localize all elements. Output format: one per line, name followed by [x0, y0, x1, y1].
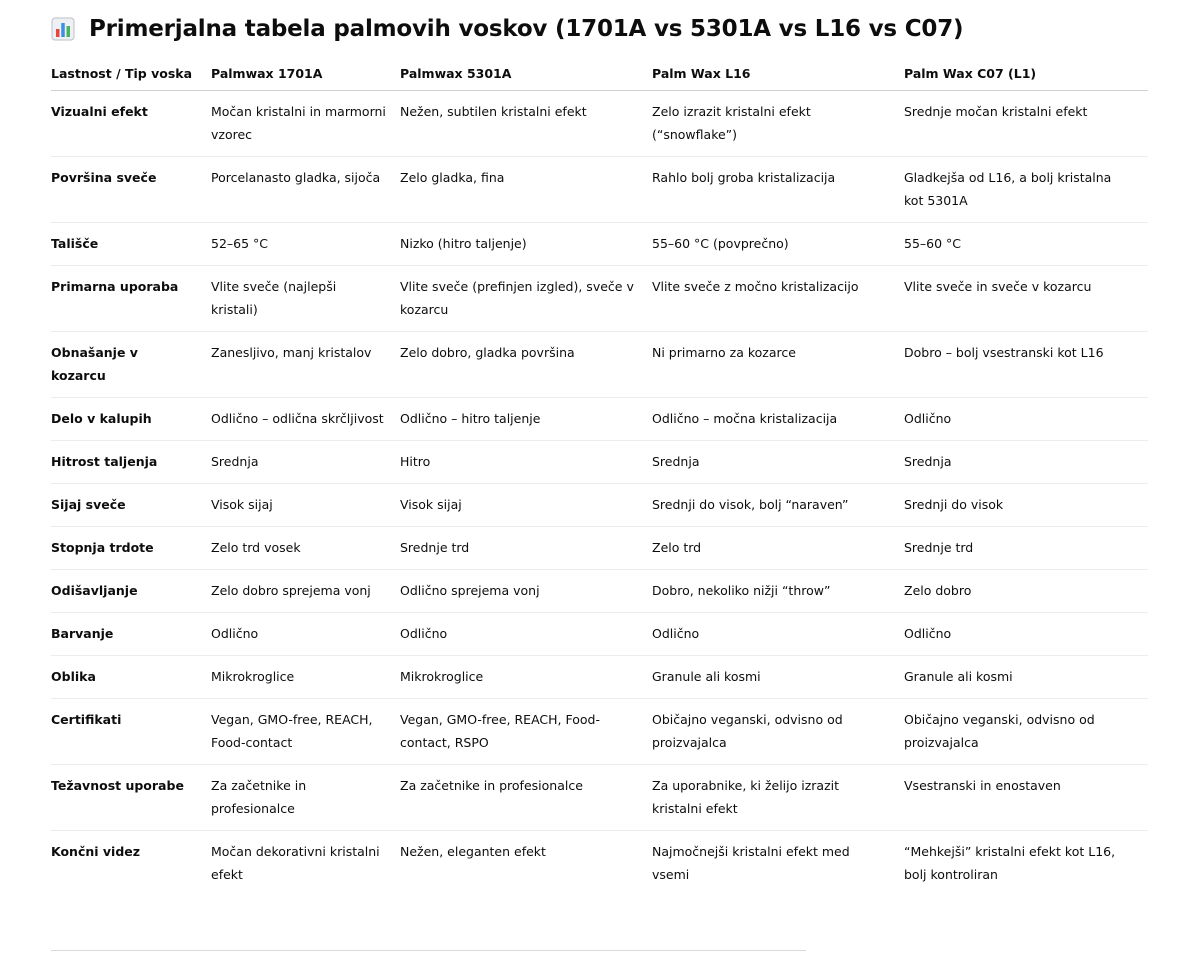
table-row	[51, 484, 1148, 527]
table-cell: Nizko (hitro taljenje)	[400, 223, 652, 266]
table-cell: Granule ali kosmi	[904, 656, 1148, 699]
table-cell: Srednja	[904, 441, 1148, 484]
table-header-row	[51, 56, 1148, 91]
row-label: Stopnja trdote	[51, 527, 211, 570]
row-label: Vizualni efekt	[51, 91, 211, 157]
table-cell: Za začetnike in profesionalce	[400, 765, 652, 831]
table-cell: Odlično	[904, 613, 1148, 656]
row-label: Primarna uporaba	[51, 266, 211, 332]
table-cell: Vlite sveče in sveče v kozarcu	[904, 266, 1148, 332]
row-label: Površina sveče	[51, 157, 211, 223]
table-cell: Odlično – odlična skrčljivost	[211, 398, 400, 441]
page-title: Primerjalna tabela palmovih voskov (1701A vs 5301A vs L16 vs C07)	[89, 16, 964, 42]
row-label: Hitrost taljenja	[51, 441, 211, 484]
column-header: Lastnost / Tip voska	[51, 56, 211, 91]
table-cell: Zelo dobro	[904, 570, 1148, 613]
table-cell: “Mehkejši” kristalni efekt kot L16, bolj kontroliran	[904, 844, 1116, 882]
table-row	[51, 613, 1148, 656]
table-cell: Odlično – močna kristalizacija	[652, 398, 904, 441]
table-row	[51, 699, 1148, 765]
table-cell: Ni primarno za kozarce	[652, 332, 904, 398]
table-cell: Najmočnejši kristalni efekt med vsemi	[652, 844, 850, 882]
table-cell: Visok sijaj	[211, 484, 400, 527]
table-cell: Običajno veganski, odvisno od proizvajalca	[652, 699, 904, 765]
table-cell: Zelo izrazit kristalni efekt (“snowflake”)	[652, 91, 904, 157]
table-cell: 52–65 °C	[211, 223, 400, 266]
table-cell: Zelo dobro, gladka površina	[400, 332, 652, 398]
row-label: Oblika	[51, 656, 211, 699]
table-row	[51, 332, 1148, 398]
table-cell: Močan dekorativni kristalni efekt	[211, 844, 380, 882]
table-row	[51, 527, 1148, 570]
table-cell: Vegan, GMO-free, REACH, Food-contact, RSPO	[400, 699, 652, 765]
table-cell: Srednji do visok, bolj “naraven”	[652, 484, 904, 527]
row-label: Delo v kalupih	[51, 398, 211, 441]
table-cell: Visok sijaj	[400, 484, 652, 527]
table-cell: Odlično	[904, 398, 1148, 441]
table-cell: Granule ali kosmi	[652, 656, 904, 699]
table-cell: Srednji do visok	[904, 484, 1148, 527]
table-cell: Zelo trd vosek	[211, 527, 400, 570]
table-cell: Vsestranski in enostaven	[904, 765, 1148, 831]
table-cell: Odlično	[211, 613, 400, 656]
table-cell: Odlično – hitro taljenje	[400, 398, 652, 441]
table-cell: Gladkejša od L16, a bolj kristalna kot 5301A	[904, 157, 1148, 223]
table-cell: Hitro	[400, 441, 652, 484]
table-cell: Za začetnike in profesionalce	[211, 765, 400, 831]
table-cell: Mikrokroglice	[400, 656, 652, 699]
table-row	[51, 157, 1148, 223]
table-row	[51, 765, 1148, 831]
table-cell: Odlično	[400, 613, 652, 656]
table-cell: Za uporabnike, ki želijo izrazit kristalni efekt	[652, 765, 904, 831]
row-label: Certifikati	[51, 699, 211, 765]
table-cell: Vlite sveče (prefinjen izgled), sveče v kozarcu	[400, 266, 652, 332]
table-row	[51, 223, 1148, 266]
table-cell: Vegan, GMO-free, REACH, Food-contact	[211, 699, 400, 765]
table-cell: Porcelanasto gladka, sijoča	[211, 157, 400, 223]
section-divider	[51, 950, 806, 951]
table-row	[51, 570, 1148, 613]
table-cell: Zelo dobro sprejema vonj	[211, 570, 400, 613]
table-cell: Srednja	[652, 441, 904, 484]
table-cell: 55–60 °C (povprečno)	[652, 223, 904, 266]
column-header: Palm Wax C07 (L1)	[904, 56, 1148, 91]
table-cell: Običajno veganski, odvisno od proizvajalca	[904, 699, 1148, 765]
table-cell: Nežen, subtilen kristalni efekt	[400, 91, 652, 157]
table-cell: Dobro – bolj vsestranski kot L16	[904, 332, 1148, 398]
row-label: Odišavljanje	[51, 570, 211, 613]
table-cell: Zelo gladka, fina	[400, 157, 652, 223]
table-cell: 55–60 °C	[904, 223, 1148, 266]
table-row	[51, 656, 1148, 699]
row-label: Končni videz	[51, 844, 141, 859]
table-cell: Močan kristalni in marmorni vzorec	[211, 91, 400, 157]
column-header: Palmwax 5301A	[400, 56, 652, 91]
row-label: Težavnost uporabe	[51, 765, 211, 831]
table-cell: Srednje močan kristalni efekt	[904, 91, 1148, 157]
table-row	[51, 441, 1148, 484]
table-row	[51, 831, 1148, 897]
table-cell: Rahlo bolj groba kristalizacija	[652, 157, 904, 223]
table-cell: Srednje trd	[400, 527, 652, 570]
comparison-table	[51, 56, 1148, 896]
column-header: Palmwax 1701A	[211, 56, 400, 91]
table-cell: Nežen, eleganten efekt	[400, 844, 546, 859]
table-cell: Vlite sveče (najlepši kristali)	[211, 266, 400, 332]
table-cell: Mikrokroglice	[211, 656, 400, 699]
column-header: Palm Wax L16	[652, 56, 904, 91]
table-row	[51, 91, 1148, 157]
title-row	[51, 10, 1148, 48]
row-label: Barvanje	[51, 613, 211, 656]
table-cell: Zelo trd	[652, 527, 904, 570]
row-label: Sijaj sveče	[51, 484, 211, 527]
row-label: Obnašanje v kozarcu	[51, 332, 211, 398]
bar-chart-icon	[51, 17, 75, 41]
table-row	[51, 266, 1148, 332]
table-cell: Zanesljivo, manj kristalov	[211, 332, 400, 398]
table-cell: Odlično sprejema vonj	[400, 570, 652, 613]
table-cell: Vlite sveče z močno kristalizacijo	[652, 266, 904, 332]
table-cell: Srednja	[211, 441, 400, 484]
table-row	[51, 398, 1148, 441]
table-cell: Odlično	[652, 613, 904, 656]
document-content	[51, 10, 1148, 896]
table-cell: Srednje trd	[904, 527, 1148, 570]
row-label: Tališče	[51, 223, 211, 266]
table-cell: Dobro, nekoliko nižji “throw”	[652, 570, 904, 613]
